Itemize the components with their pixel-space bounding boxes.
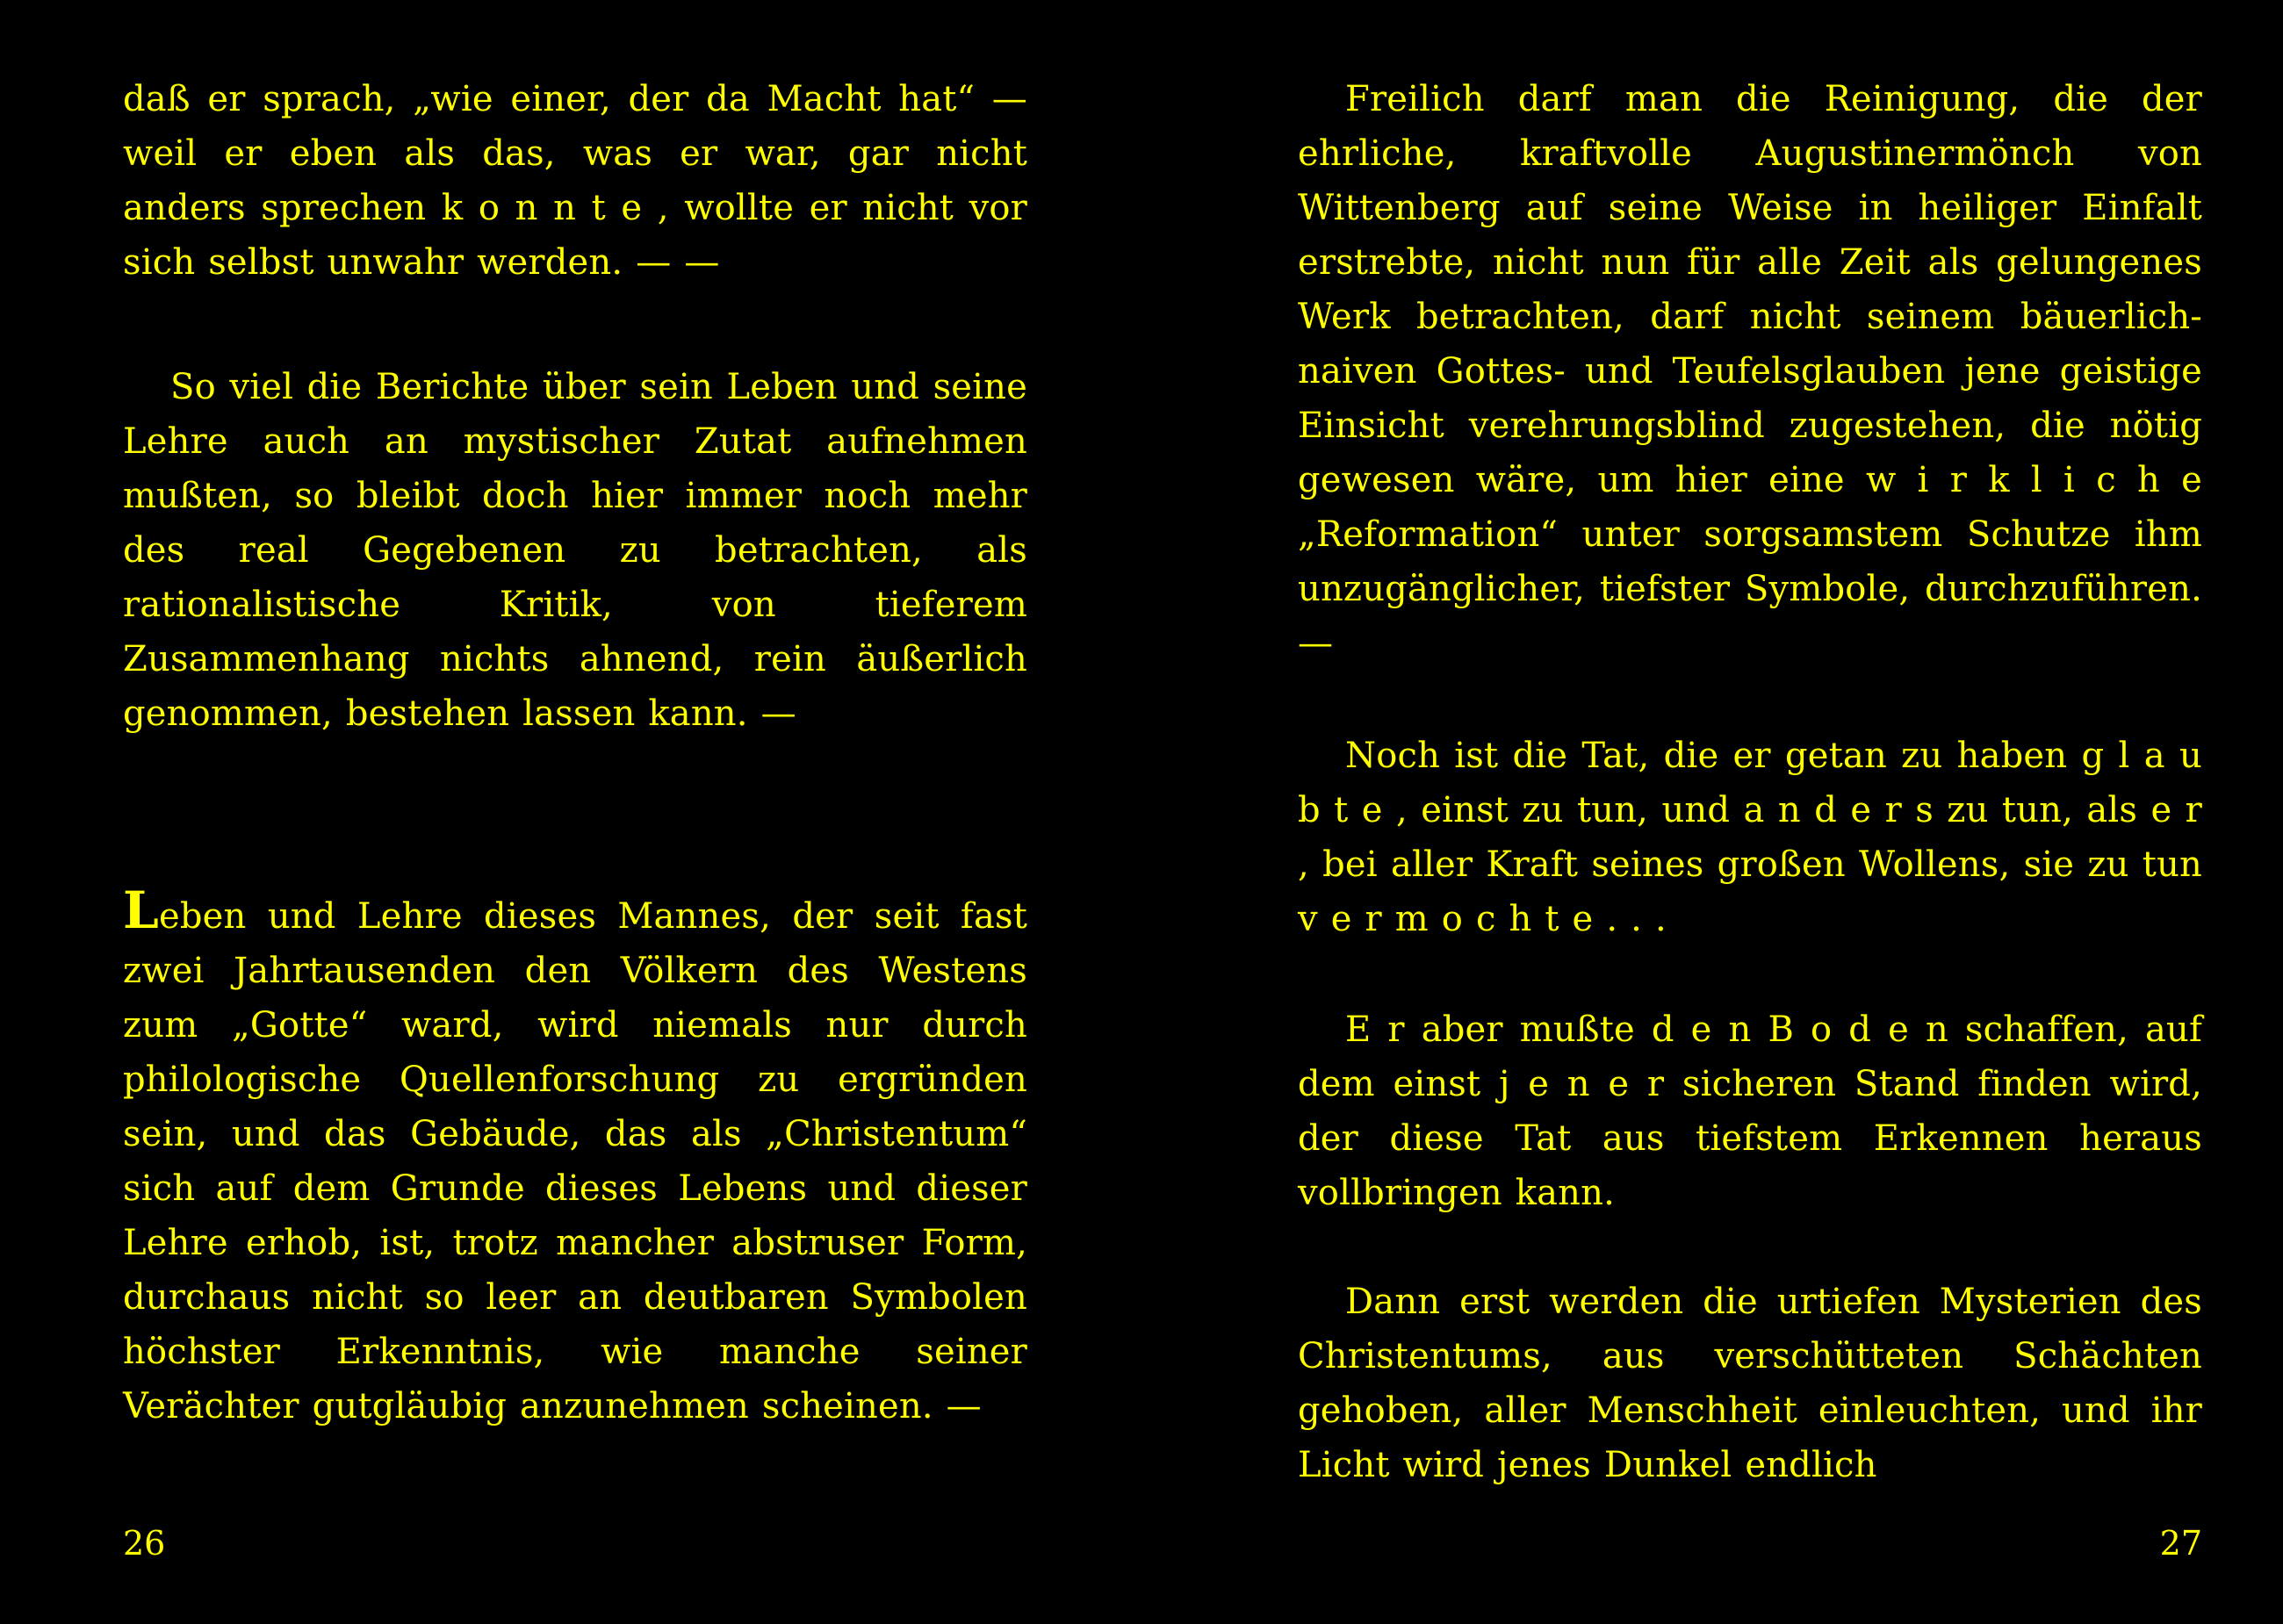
left-paragraph-1-text: daß er sprach, „wie einer, der da Macht hat“ — weil er eben als das, was er war, gar nicht anders sprechen k o n n t e , wollte er nicht vor sich selbst unwahr werden. — — <box>123 79 1027 283</box>
right-paragraph-1-text: Freilich darf man die Reinigung, die der ehrliche, kraftvolle Augustinermönch von Wittenberg auf seine Weise in heiliger Einfalt erstrebte, nicht nun für alle Zeit als gelungenes Werk betrachten, darf nicht seinem bäuerlich-naiven Gottes- und Teufelsglauben jene geistige Einsicht verehrungsblind zugestehen, die nötig gewesen wäre, um hier eine w i r k l i c h e „Reformation“ unter sorgsamstem Schutze ihm unzugänglicher, tiefster Symbole, durchzuführen. — <box>1298 79 2202 664</box>
page-number-right: 27 <box>2159 1524 2202 1563</box>
left-paragraph-2-text: So viel die Berichte über sein Leben und seine Lehre auch an mystischer Zutat aufnehmen mußten, so bleibt doch hier immer noch mehr des real Gegebenen zu betrachten, als rationalistische Kritik, von tieferem Zusammenhang nichts ahnend, rein äußerlich genommen, bestehen lassen kann. — <box>123 367 1027 734</box>
right-page <box>1298 0 2202 1624</box>
page-number-left: 26 <box>123 1524 166 1563</box>
left-paragraph-3 <box>123 880 1027 1434</box>
left-paragraph-2 <box>123 360 1027 741</box>
left-page <box>123 0 1027 1624</box>
left-paragraph-1 <box>123 72 1027 290</box>
right-paragraph-3 <box>1298 1002 2202 1220</box>
right-paragraph-1 <box>1298 72 2202 671</box>
right-paragraph-3-text: E r aber mußte d e n B o d e n schaffen, auf dem einst j e n e r sicheren Stand finden wird, der diese Tat aus tiefstem Erkennen heraus vollbringen kann. <box>1298 1010 2202 1213</box>
left-paragraph-3-text: eben und Lehre dieses Mannes, der seit fast zwei Jahrtausenden den Völkern des Westens zum „Gotte“ ward, wird niemals nur durch philologische Quellenforschung zu ergründen sein, und das Gebäude, das als „Christentum“ sich auf dem Grunde dieses Lebens und dieser Lehre erhob, ist, trotz mancher abstruser Form, durchaus nicht so leer an deutbaren Symbolen höchster Erkenntnis, wie manche seiner Verächter gutgläubig anzunehmen scheinen. — <box>123 896 1027 1426</box>
right-paragraph-4-text: Dann erst werden die urtiefen Mysterien des Christentums, aus verschütteten Schächten gehoben, aller Menschheit einleuchten, und ihr Licht wird jenes Dunkel endlich <box>1298 1282 2202 1485</box>
right-paragraph-2-text: Noch ist die Tat, die er getan zu haben g l a u b t e , einst zu tun, und a n d e r s zu tun, als e r , bei aller Kraft seines großen Wollens, sie zu tun v e r m o c h t e . . . <box>1298 736 2202 939</box>
dropcap: L <box>123 880 159 940</box>
right-paragraph-2 <box>1298 729 2202 946</box>
right-paragraph-4 <box>1298 1275 2202 1492</box>
left-paragraph-3-wrap <box>123 880 1027 1434</box>
